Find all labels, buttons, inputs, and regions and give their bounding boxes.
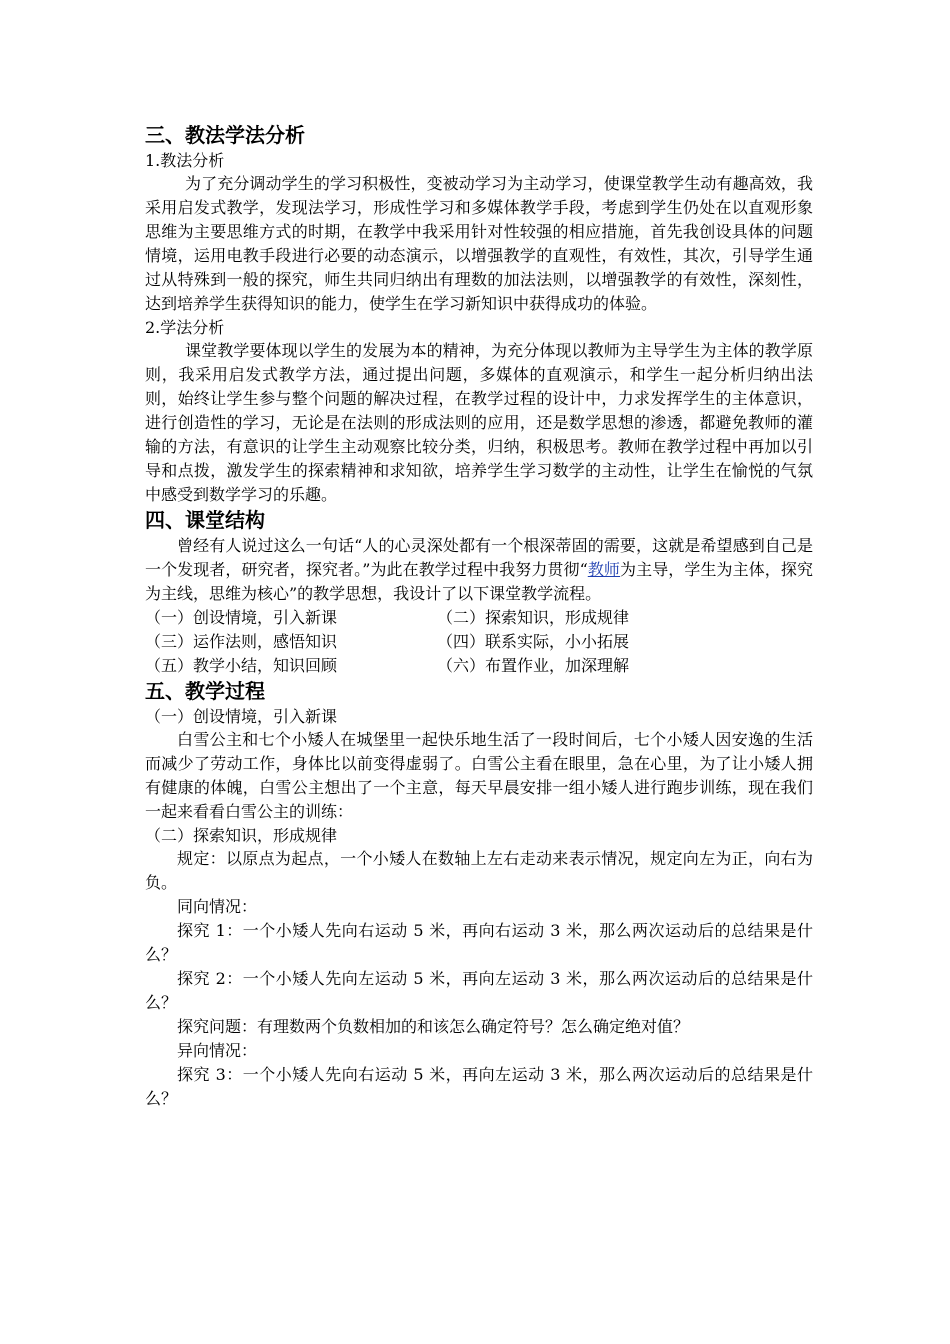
- flow-step-2: （二）探索知识，形成规律: [437, 608, 630, 627]
- flow-step-1: （一）创设情境，引入新课: [145, 608, 338, 627]
- structure-text-part-1: 曾经有人说过这么一句话“人的心灵深处都有一个根深蒂固的需要，这就是希望感到自己是一个发现者，研究者，探究者。”为此在教学过程中我努力贯彻“: [145, 536, 813, 579]
- structure-text-part-2: 为主导，学生为主体，探究为主线，思维为核心”的教学思想，我设计了以下课堂教学流程。: [145, 560, 813, 603]
- flow-row: [145, 606, 813, 630]
- flow-step-3: （三）运作法则，感悟知识: [145, 632, 338, 651]
- teaching-method-paragraph: 为了充分调动学生的学习积极性，变被动学习为主动学习，使课堂教学生动有趣高效，我采用启发式教学，发现法学习，形成性学习和多媒体教学手段，考虑到学生仍处在以直观形象思维为主要思维方式的时期，在教学中我采用针对性较强的相应措施，首先我创设具体的问题情境，运用电教手段进行必要的动态演示，以增强教学的直观性，有效性，其次，引导学生通过从特殊到一般的探究，师生共同归纳出有理数的加法法则，以增强教学的有效性，深刻性，达到培养学生获得知识的能力，使学生在学习新知识中获得成功的体验。: [145, 174, 813, 313]
- flow-step-6: （六）布置作业，加深理解: [437, 656, 630, 675]
- section-5-heading: 五、教学过程: [145, 679, 265, 703]
- classroom-structure-paragraph: [145, 534, 813, 606]
- section-4-heading: 四、课堂结构: [145, 508, 265, 532]
- opposite-direction-label: 异向情况：: [177, 1041, 258, 1060]
- explore-3-paragraph: 探究 3：一个小矮人先向右运动 5 米，再向左运动 3 米，那么两次运动后的总结果是什么？: [145, 1065, 813, 1108]
- flow-step-4: （四）联系实际，小小拓展: [437, 632, 630, 651]
- explore-2-paragraph: 探究 2：一个小矮人先向左运动 5 米，再向左运动 3 米，那么两次运动后的总结果是什么？: [145, 969, 813, 1012]
- story-paragraph: 白雪公主和七个小矮人在城堡里一起快乐地生活了一段时间后，七个小矮人因安逸的生活而减少了劳动工作，身体比以前变得虚弱了。白雪公主看在眼里，急在心里，为了让小矮人拥有健康的体魄，白雪公主想出了一个主意，每天早晨安排一组小矮人进行跑步训练，现在我们一起来看看白雪公主的训练：: [145, 730, 813, 821]
- teacher-link[interactable]: 教师: [587, 560, 621, 579]
- step-1-heading: （一）创设情境，引入新课: [145, 707, 338, 726]
- section-3-heading: 三、教法学法分析: [145, 123, 305, 147]
- explore-question: 探究问题：有理数两个负数相加的和该怎么确定符号？怎么确定绝对值？: [177, 1017, 690, 1036]
- subsection-teaching-method-heading: 1.教法分析: [145, 151, 225, 170]
- learning-method-paragraph: 课堂教学要体现以学生的发展为本的精神，为充分体现以教师为主导学生为主体的教学原则，我采用启发式教学方法，通过提出问题，多媒体的直观演示，和学生一起分析归纳出法则，始终让学生参与整个问题的解决过程，在教学过程的设计中，力求发挥学生的主体意识，进行创造性的学习，无论是在法则的形成法则的应用，还是数学思想的渗透，都避免教师的灌输的方法，有意识的让学生主动观察比较分类，归纳，积极思考。教师在教学过程中再加以引导和点拨，激发学生的探索精神和求知欲，培养学生学习数学的主动性，让学生在愉悦的气氛中感受到数学学习的乐趣。: [145, 341, 813, 504]
- flow-row: [145, 654, 813, 678]
- document-page: [145, 122, 813, 1111]
- flow-row: [145, 630, 813, 654]
- subsection-learning-method-heading: 2.学法分析: [145, 318, 225, 337]
- rule-paragraph: 规定：以原点为起点，一个小矮人在数轴上左右走动来表示情况，规定向左为正，向右为负。: [145, 849, 813, 892]
- flow-step-5: （五）教学小结，知识回顾: [145, 656, 338, 675]
- same-direction-label: 同向情况：: [177, 897, 258, 916]
- explore-1-paragraph: 探究 1：一个小矮人先向右运动 5 米，再向右运动 3 米，那么两次运动后的总结果是什么？: [145, 921, 813, 964]
- step-2-heading: （二）探索知识，形成规律: [145, 826, 338, 845]
